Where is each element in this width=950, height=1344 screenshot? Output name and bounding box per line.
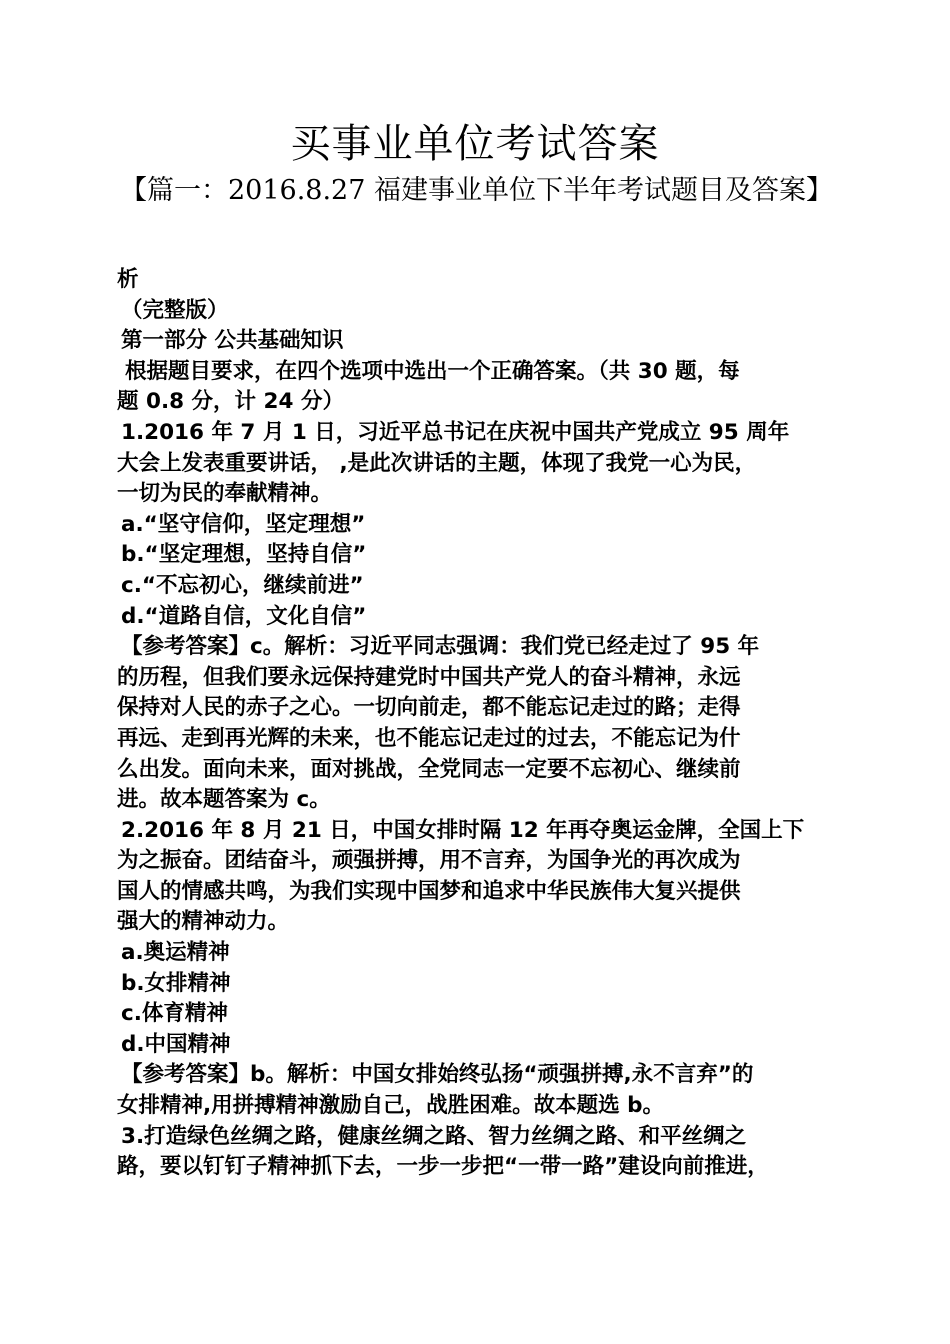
document-subtitle: 【篇一：2016.8.27 福建事业单位下半年考试题目及答案】 [120,175,833,206]
text-line: （完整版） [121,297,229,323]
question-line: 大会上发表重要讲话， ,是此次讲话的主题，体现了我党一心为民， [117,450,757,476]
text-line: 题 0.8 分，计 24 分） [117,389,344,415]
text-line: 根据题目要求，在四个选项中选出一个正确答案。（共 30 题，每 [125,358,740,384]
question-line: 为之振奋。团结奋斗，顽强拼搏，用不言弃，为国争光的再次成为 [117,848,741,874]
question-line: 1.2016 年 7 月 1 日，习近平总书记在庆祝中国共产党成立 95 周年 [121,419,790,445]
option-line: d.“道路自信，文化自信” [121,603,367,629]
question-line: 国人的情感共鸣，为我们实现中国梦和追求中华民族伟大复兴提供 [117,878,741,904]
option-line: b.女排精神 [121,970,231,996]
option-line: a.“坚守信仰，坚定理想” [121,511,366,537]
answer-line: 【参考答案】c。解析：习近平同志强调：我们党已经走过了 95 年 [121,634,760,660]
answer-line: 女排精神,用拼搏精神激励自己，战胜困难。故本题选 b。 [117,1093,665,1119]
question-line: 3.打造绿色丝绸之路，健康丝绸之路、智力丝绸之路、和平丝绸之 [121,1123,747,1149]
answer-line: 【参考答案】b。解析：中国女排始终弘扬“顽强拼搏,永不言弃”的 [121,1062,754,1088]
option-line: b.“坚定理想，坚持自信” [121,542,367,568]
answer-line: 再远、走到再光辉的未来，也不能忘记走过的过去，不能忘记为什 [117,725,741,751]
option-line: c.体育精神 [121,1001,228,1027]
question-line: 路，要以钉钉子精神抓下去，一步一步把“一带一路”建设向前推进， [117,1154,769,1180]
answer-line: 保持对人民的赤子之心。一切向前走，都不能忘记走过的路；走得 [117,695,741,721]
option-line: c.“不忘初心，继续前进” [121,572,364,598]
option-line: a.奥运精神 [121,940,230,966]
question-line: 强大的精神动力。 [117,909,290,935]
option-line: d.中国精神 [121,1031,231,1057]
document-body [117,265,833,1183]
question-line: 2.2016 年 8 月 21 日，中国女排时隔 12 年再夺奥运金牌，全国上下 [121,817,805,843]
question-line: 一切为民的奉献精神。 [117,481,333,507]
answer-line: 的历程，但我们要永远保持建党时中国共产党人的奋斗精神，永远 [117,664,741,690]
text-line: 析 [117,267,139,292]
document-title: 买事业单位考试答案 [290,121,660,167]
section-heading: 第一部分 公共基础知识 [121,328,344,354]
answer-line: 么出发。面向未来，面对挑战，全党同志一定要不忘初心、继续前 [117,756,741,782]
answer-line: 进。故本题答案为 c。 [117,787,331,813]
